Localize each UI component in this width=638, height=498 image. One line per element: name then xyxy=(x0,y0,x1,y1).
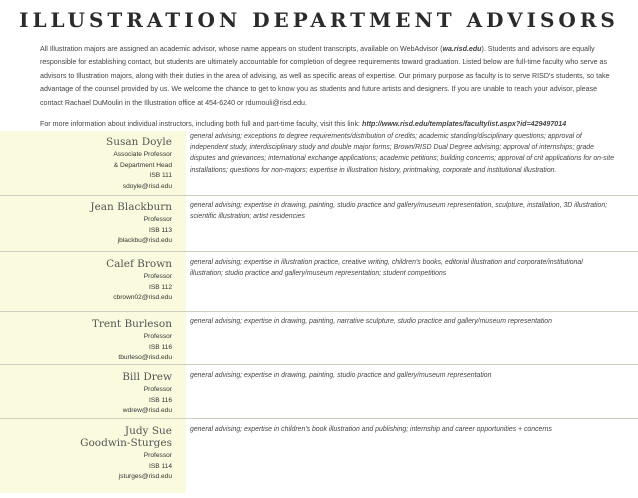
advisor-title: Associate Professor xyxy=(113,151,172,158)
advisor-duties: general advising; expertise in drawing, painting, studio practice and gallery/museum representation xyxy=(190,372,492,379)
advisor-info xyxy=(0,136,172,192)
advisor-table xyxy=(0,131,638,498)
intro-text-b: ). Students and advisors are equally responsible for establishing contact, but students are ultimately accountable for completion of degree requirements toward graduation. Listed below are full-time faculty who serve as advisors to Illustration majors, along with their duties in the area of advising, as well as specific areas of expertise. Our primary purpose as faculty is to serve RISD's students, so take advantage of the counsel provided by us. We welcome the chance to get to know you as students and future artists and designers. If you are unable to reach your advisor, please contact Rachael DuMoulin in the Illustration office at 454-6240 or rdumouli@risd.edu. xyxy=(40,45,610,107)
advisor-office: ISB 112 xyxy=(149,283,172,291)
advisor-name: Calef Brown xyxy=(106,258,172,270)
advisor-row xyxy=(0,311,638,364)
advisor-email[interactable]: jblackbu@risd.edu xyxy=(117,237,172,245)
advisor-title-2: & Department Head xyxy=(113,161,172,169)
intro-paragraph xyxy=(40,43,610,110)
advisor-office: ISB 116 xyxy=(149,343,172,351)
advisor-row xyxy=(0,131,638,195)
faculty-list-link[interactable]: http://www.risd.edu/templates/facultylist.aspx?id=429497014 xyxy=(362,120,567,129)
advisor-email[interactable]: tburleso@risd.edu xyxy=(118,354,172,362)
advisor-office: ISB 116 xyxy=(149,396,172,404)
advisor-title: Professor xyxy=(143,386,172,393)
advisor-info xyxy=(0,425,172,483)
advisor-name: Trent Burleson xyxy=(91,318,172,330)
advisor-row xyxy=(0,195,638,251)
advisor-info xyxy=(0,371,172,417)
advisor-name: Bill Drew xyxy=(122,371,172,383)
webadvisor-link[interactable]: wa.risd.edu xyxy=(442,45,482,53)
advisor-row xyxy=(0,251,638,311)
advisor-duties: general advising; expertise in illustration practice, creative writing, children's books, editorial illustration and corporate/institutional illustration; studio practice and gallery/museum representation; student competitions xyxy=(190,259,583,278)
more-info-paragraph xyxy=(40,118,610,131)
advisor-email[interactable]: cbrown02@risd.edu xyxy=(113,294,172,302)
advisor-email[interactable]: wdrew@risd.edu xyxy=(122,407,172,415)
advisor-email[interactable]: jsturges@risd.edu xyxy=(118,473,172,481)
advisor-office: ISB 114 xyxy=(149,462,172,470)
advisor-name-2: Goodwin-Sturges xyxy=(80,437,172,449)
advisor-duties: general advising; exceptions to degree requirements/distribution of credits; academic standing/disciplinary questions; approval of independent study, interdisciplinary study and double major forms; Brown/RISD Dual Degree advising; approval of internships; grade disputes and grievances; international exchange applications; academic petitions; building concerns; approval of crit applications for on-site installations; questions for non-majors; expertise in illustration history, printmaking, corporate and institutional illustration. xyxy=(190,133,615,174)
advisor-duties: general advising; expertise in drawing, painting, studio practice and gallery/museum representation, sculpture, installation, 3D illustration; scientific illustration; artist residencies xyxy=(190,202,608,221)
advisor-info xyxy=(0,201,172,247)
advisor-name: Susan Doyle xyxy=(106,136,172,148)
advisor-title: Professor xyxy=(143,333,172,340)
advisor-row xyxy=(0,364,638,418)
advisor-name: Judy Sue xyxy=(124,425,172,437)
advisor-row xyxy=(0,418,638,498)
advisor-info xyxy=(0,258,172,304)
page-title: ILLUSTRATION DEPARTMENT ADVISORS xyxy=(19,8,619,32)
advisor-title: Professor xyxy=(143,273,172,280)
intro-text-a: All Illustration majors are assigned an academic advisor, whose name appears on student transcripts, available on WebAdvisor ( xyxy=(40,45,443,53)
more-info-text: For more information about individual instructors, including both full and part-time faculty, visit this link: xyxy=(40,120,362,129)
advisor-duties: general advising; expertise in drawing, painting, narrative sculpture, studio practice and gallery/museum representation xyxy=(190,318,552,325)
advisor-info xyxy=(0,318,172,364)
advisor-title: Professor xyxy=(143,216,172,223)
advisor-title: Professor xyxy=(143,452,172,459)
advisor-email[interactable]: sdoyle@risd.edu xyxy=(122,182,172,190)
advisor-duties: general advising; expertise in children's book illustration and publishing; internship and career opportunities + concerns xyxy=(190,426,552,433)
advisor-office: ISB 113 xyxy=(149,226,172,234)
advisor-name: Jean Blackburn xyxy=(90,201,172,213)
intro-text xyxy=(40,43,610,131)
advisor-office: ISB 111 xyxy=(149,172,172,180)
